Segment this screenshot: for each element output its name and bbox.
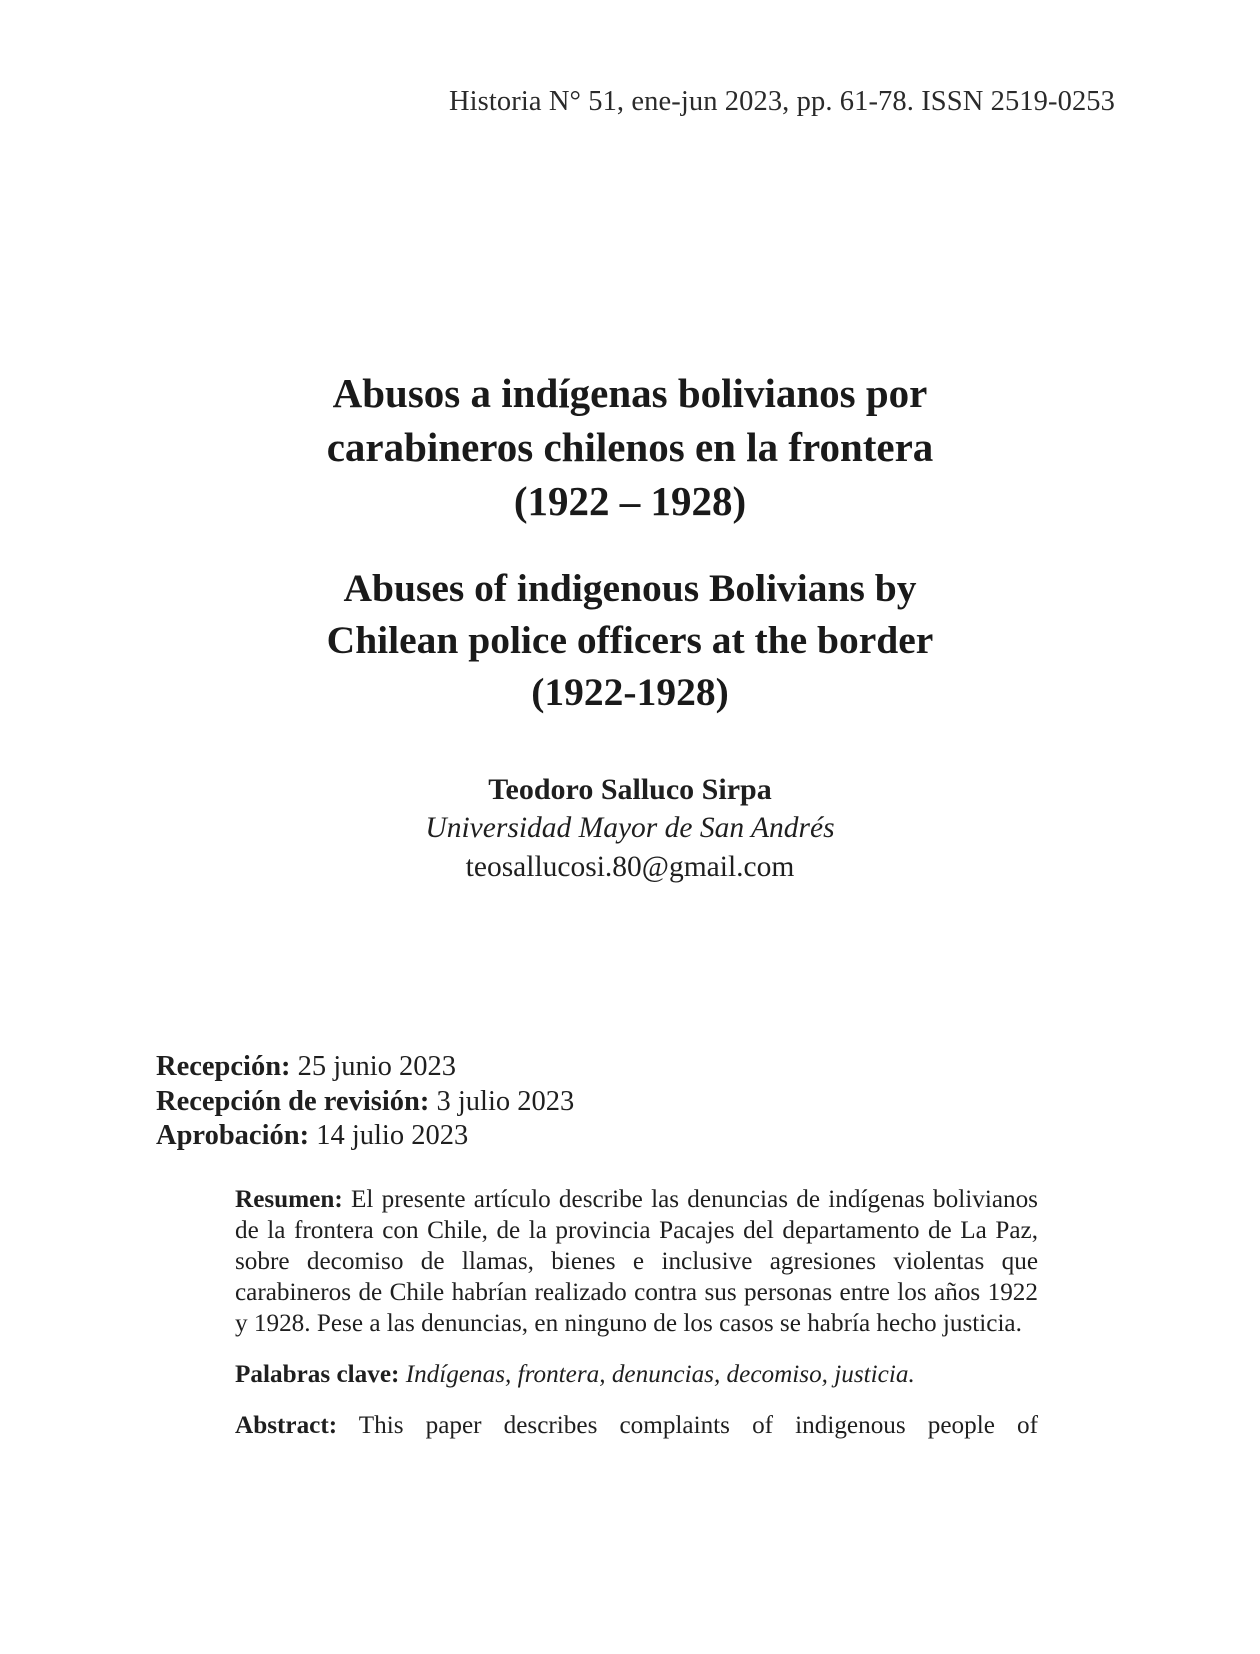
approved-value: 14 julio 2023 [309,1120,469,1151]
approved-label: Aprobación: [156,1120,310,1151]
title-english [0,562,1260,718]
revision-value: 3 julio 2023 [429,1085,575,1117]
approved-date-row [156,1119,574,1154]
author-name: Teodoro Salluco Sirpa [488,773,772,806]
title-spanish [0,366,1260,528]
author-affiliation: Universidad Mayor de San Andrés [425,812,835,844]
revision-label: Recepción de revisión: [156,1085,430,1117]
keywords-paragraph [235,1359,1038,1390]
title-english-line: (1922-1928) [531,670,729,714]
keywords-label: Palabras clave: [235,1361,400,1388]
resumen-paragraph [235,1184,1038,1339]
journal-citation: Historia N° 51, ene-jun 2023, pp. 61-78. ISSN 2519-0253 [448,86,1115,117]
keywords-text: Indígenas, frontera, denuncias, decomiso, justicia. [399,1361,915,1388]
abstract-label: Abstract: [235,1412,338,1439]
received-label: Recepción: [156,1051,291,1082]
title-english-line: Abuses of indigenous Bolivians by [343,566,917,610]
abstract-section [235,1184,1038,1461]
title-spanish-line: (1922 – 1928) [513,478,747,524]
revision-date-row [156,1085,574,1120]
submission-dates [156,1050,574,1154]
resumen-text: El presente artículo describe las denuncias de indígenas bolivianos de la frontera con Chile, de la provincia Pacajes del departamento de La Paz, sobre decomiso de llamas, bienes e inclusive agresiones violentas que carabineros de Chile habrían realizado contra sus personas entre los años 1922 y 1928. Pese a las denuncias, en ninguno de los casos se habría hecho justicia. [235,1186,1038,1337]
title-spanish-line: Abusos a indígenas bolivianos por [332,370,928,416]
abstract-paragraph [235,1410,1038,1441]
received-value: 25 junio 2023 [290,1051,457,1082]
title-english-line: Chilean police officers at the border [326,618,934,662]
abstract-text: This paper describes complaints of indigenous people of [337,1412,1038,1439]
received-date-row [156,1050,574,1085]
author-email: teosallucosi.80@gmail.com [465,851,795,883]
author-info [0,772,1260,886]
title-spanish-line: carabineros chilenos en la frontera [326,424,934,470]
resumen-label: Resumen: [235,1186,343,1213]
